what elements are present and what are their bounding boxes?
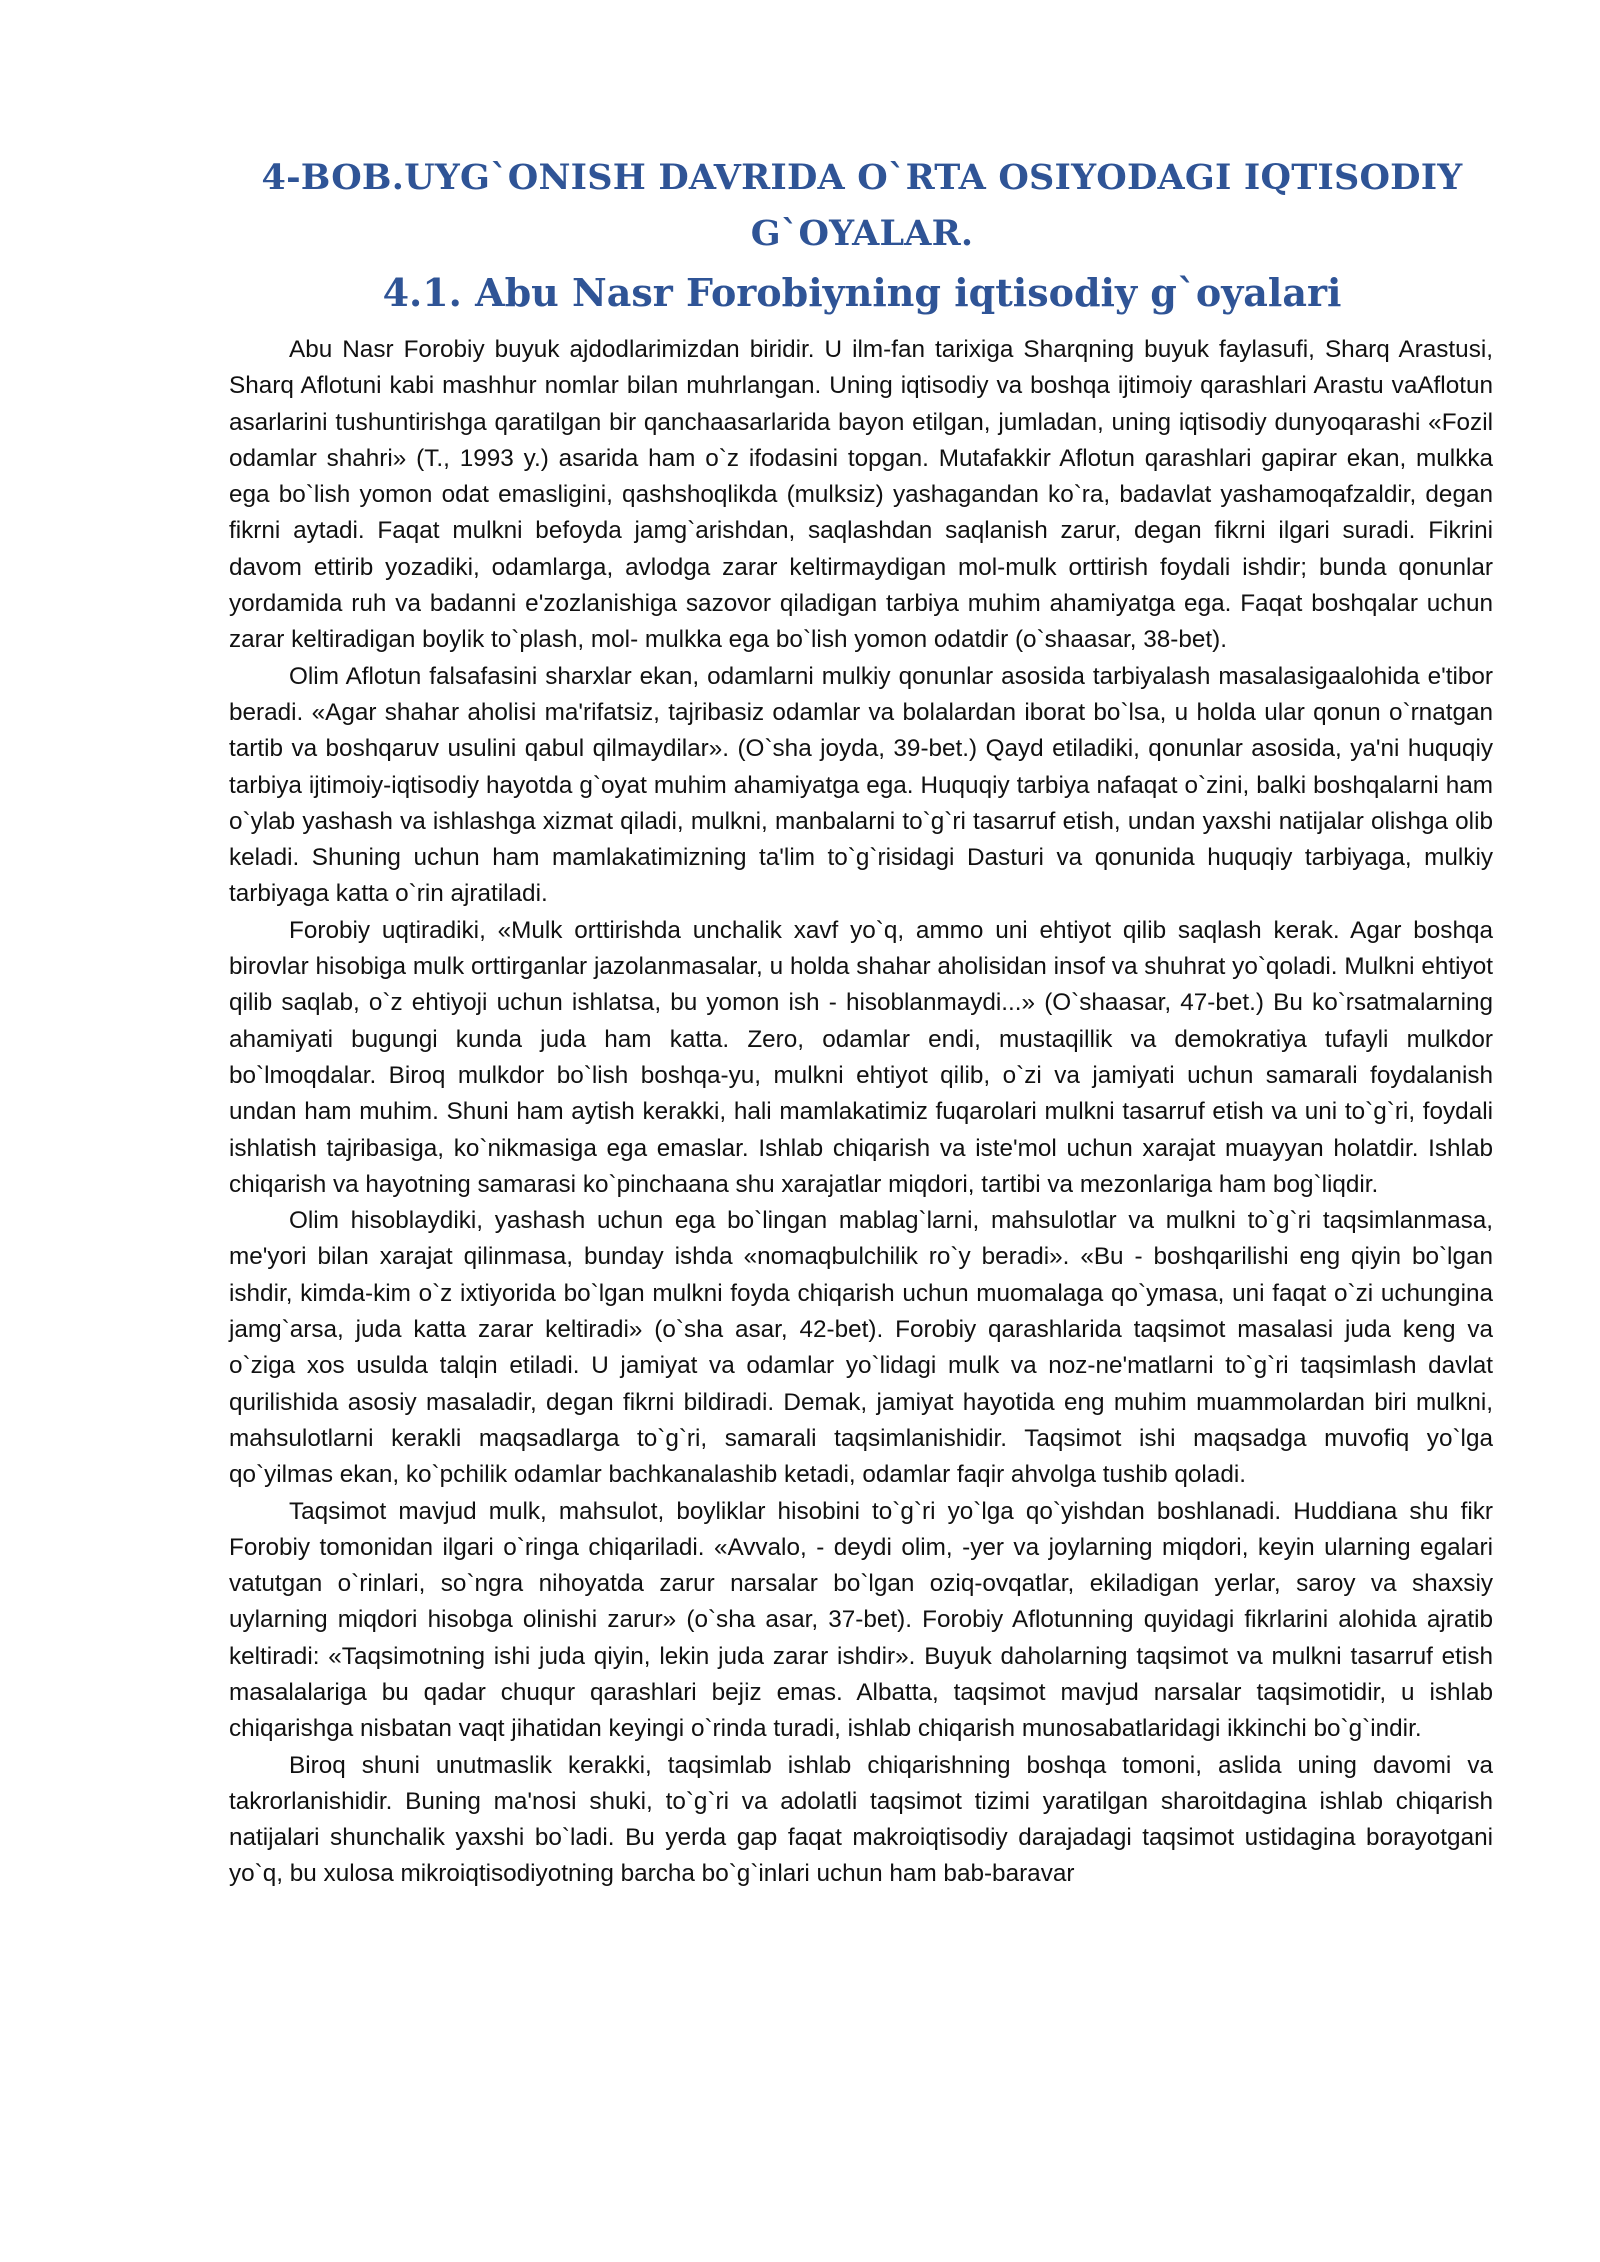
heading-block [228, 150, 1496, 322]
paragraph-4: Olim hisoblaydiki, yashash uchun ega bo`lingan mablag`larni, mahsulotlar va mulkni to`g`ri taqsimlanmasa, me'yori bilan xarajat qilinmasa, bunday ishda «nomaqbulchilik ro`y beradi». «Bu - boshqarilishi eng qiyin bo`lgan ishdir, kimda-kim o`z ixtiyorida bo`lgan mulkni foyda chiqarish uchun muomalaga qo`ymasa, uni faqat o`zi uchungina jamg`arsa, juda katta zarar keltiradi» (o`sha asar, 42-bet). Forobiy qarashlarida taqsimot masalasi juda keng va o`ziga xos usulda talqin etiladi. U jamiyat va odamlar yo`lidagi mulk va noz-ne'matlarni to`g`ri taqsimlash davlat qurilishida asosiy masaladir, degan fikrni bildiradi. Demak, jamiyat hayotida eng muhim muammolardan biri mulkni, mahsulotlarni kerakli maqsadlarga to`g`ri, samarali taqsimlanishidir. Taqsimot ishi maqsadga muvofiq yo`lga qo`yilmas ekan, ko`pchilik odamlar bachkanalashib ketadi, odamlar faqir ahvolga tushib qoladi. [229, 1207, 1493, 1489]
paragraph-2: Olim Aflotun falsafasini sharxlar ekan, odamlarni mulkiy qonunlar asosida tarbiyalash masalasigaalohida e'tibor beradi. «Agar shahar aholisi ma'rifatsiz, tajribasiz odamlar va bolalardan iborat bo`lsa, u holda ular qonun o`rnatgan tartib va boshqaruv usulini qabul qilmaydilar». (O`sha joyda, 39-bet.) Qayd etiladiki, qonunlar asosida, ya'ni huquqiy tarbiya ijtimoiy-iqtisodiy hayotda g`oyat muhim ahamiyatga ega. Huquqiy tarbiya nafaqat o`zini, balki boshqalarni ham o`ylab yashash va ishlashga xizmat qiladi, mulkni, manbalarni to`g`ri tasarruf etish, undan yaxshi natijalar olishga olib keladi. Shuning uchun ham mamlakatimizning ta'lim to`g`risidagi Dasturi va qonunida huquqiy tarbiyaga, mulkiy tarbiyaga katta o`rin ajratiladi. [229, 662, 1493, 908]
paragraph-1: Abu Nasr Forobiy buyuk ajdodlarimizdan biridir. U ilm-fan tarixiga Sharqning buyuk faylasufi, Sharq Arastusi, Sharq Aflotuni kabi mashhur nomlar bilan muhrlangan. Uning iqtisodiy va boshqa ijtimoiy qarashlari Arastu vaAflotun asarlarini tushuntirishga qaratilgan bir qanchaasarlarida bayon etilgan, jumladan, uning iqtisodiy dunyoqarashi «Fozil odamlar shahri» (T., 1993 y.) asarida ham o`z ifodasini topgan. Mutafakkir Aflotun qarashlari gapirar ekan, mulkka ega bo`lish yomon odat emasligini, qashshoqlikda (mulksiz) yashagandan ko`ra, badavlat yashamoqafzaldir, degan fikrni aytadi. Faqat mulkni befoyda jamg`arishdan, saqlashdan saqlanish zarur, degan fikrni ilgari suradi. Fikrini davom ettirib yozadiki, odamlarga, avlodga zarar keltirmaydigan mol-mulk orttirish foydali ishdir; bunda qonunlar yordamida ruh va badanni e'zozlanishiga sazovor qiladigan tarbiya muhim ahamiyatga ega. Faqat boshqalar uchun zarar keltiradigan boylik to`plash, mol- mulkka ega bo`lish yomon odatdir (o`shaasar, 38-bet). [229, 336, 1493, 654]
chapter-title-line-2: G`OYALAR. [750, 213, 974, 254]
chapter-title-line-1: 4-BOB.UYG`ONISH DAVRIDA O`RTA OSIYODAGI IQTISODIY [261, 157, 1463, 198]
section-title: 4.1. Abu Nasr Forobiyning iqtisodiy g`oyalari [382, 270, 1342, 315]
paragraph-3: Forobiy uqtiradiki, «Mulk orttirishda unchalik xavf yo`q, ammo uni ehtiyot qilib saqlash kerak. Agar boshqa birovlar hisobiga mulk orttirganlar jazolanmasalar, u holda shahar aholisidan insof va shuhrat yo`qoladi. Mulkni ehtiyot qilib saqlab, o`z ehtiyoji uchun ishlatsa, bu yomon ish - hisoblanmaydi...» (O`shaasar, 47-bet.) Bu ko`rsatmalarning ahamiyati bugungi kunda juda ham katta. Zero, odamlar endi, mustaqillik va demokratiya tufayli mulkdor bo`lmoqdalar. Biroq mulkdor bo`lish boshqa-yu, mulkni ehtiyot qilib, o`zi va jamiyati uchun samarali foydalanish undan ham muhim. Shuni ham aytish kerakki, hali mamlakatimiz fuqarolari mulkni tasarruf etish va uni to`g`ri, foydali ishlatish tajribasiga, ko`nikmasiga ega emaslar. Ishlab chiqarish va iste'mol uchun xarajat muayyan holatdir. Ishlab chiqarish va hayotning samarasi ko`pinchaana shu xarajatlar miqdori, tartibi va mezonlariga ham bog`liqdir. [229, 916, 1493, 1198]
chapter-title [228, 150, 1496, 262]
paragraph-5: Taqsimot mavjud mulk, mahsulot, boyliklar hisobini to`g`ri yo`lga qo`yishdan boshlanadi. Huddiana shu fikr Forobiy tomonidan ilgari o`ringa chiqariladi. «Avvalo, - deydi olim, -yer va joylarning miqdori, keyin ularning egalari vatutgan o`rinlari, so`ngra nihoyatda zarur narsalar bo`lgan oziq-ovqatlar, ekiladigan yerlar, saroy va shaxsiy uylarning miqdori hisobga olinishi zarur» (o`sha asar, 37-bet). Forobiy Aflotunning quyidagi fikrlarini alohida ajratib keltiradi: «Taqsimotning ishi juda qiyin, lekin juda zarar ishdir». Buyuk daholarning taqsimot va mulkni tasarruf etish masalalariga bu qadar chuqur qarashlari bejiz emas. Albatta, taqsimot mavjud narsalar taqsimotidir, u ishlab chiqarishga nisbatan vaqt jihatidan keyingi o`rinda turadi, ishlab chiqarish munosabatlaridagi ikkinchi bo`g`indir. [229, 1497, 1493, 1743]
paragraph-6: Biroq shuni unutmaslik kerakki, taqsimlab ishlab chiqarishning boshqa tomoni, aslida uning davomi va takrorlanishidir. Buning ma'nosi shuki, to`g`ri va adolatli taqsimot tizimi yaratilgan sharoitdagina ishlab chiqarish natijalari shunchalik yaxshi bo`ladi. Bu yerda gap faqat makroiqtisodiy darajadagi taqsimot ustidagina borayotgani yo`q, bu xulosa mikroiqtisodiyotning barcha bo`g`inlari uchun ham bab-baravar [229, 1751, 1493, 1888]
body-text [229, 332, 1493, 1893]
